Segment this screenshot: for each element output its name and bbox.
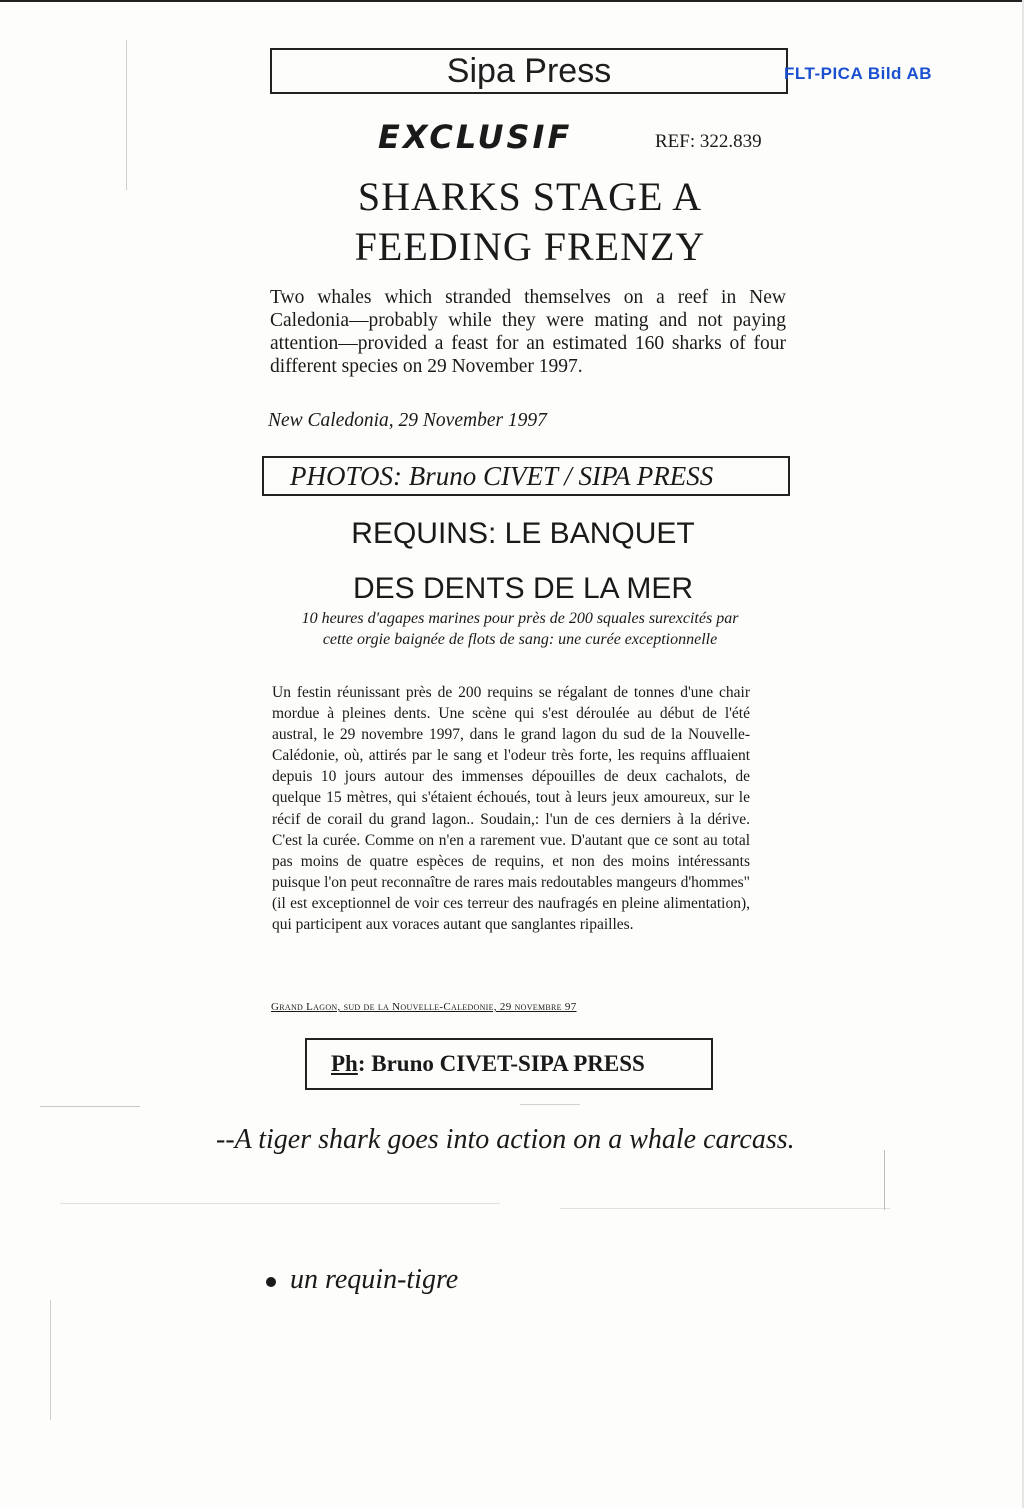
dateline: New Caledonia, 29 November 1997 bbox=[268, 410, 547, 431]
french-caption bbox=[266, 1264, 458, 1296]
french-headline-line-2: DES DENTS DE LA MER bbox=[352, 572, 694, 605]
bullet-icon bbox=[266, 1277, 276, 1287]
fold-line bbox=[520, 1104, 580, 1105]
agency-name-box bbox=[270, 48, 788, 94]
page-top-edge bbox=[0, 0, 1024, 2]
english-summary: Two whales which stranded themselves on a reef in New Caledonia—probably while they were mating and not paying attention—provided a feast for an estimated 160 sharks of four different species on 29 November 1997. bbox=[270, 287, 786, 377]
scan-mark bbox=[50, 1300, 51, 1420]
english-caption: --A tiger shark goes into action on a whale carcass. bbox=[216, 1124, 795, 1155]
french-headline-line-1: REQUINS: LE BANQUET bbox=[351, 517, 695, 550]
reference-number: REF: 322.839 bbox=[655, 131, 762, 152]
photos-credit: PHOTOS: Bruno CIVET / SIPA PRESS bbox=[290, 460, 714, 491]
photo-credit-box bbox=[305, 1038, 713, 1090]
agency-tag-stamp: FLT-PICA Bild AB bbox=[784, 64, 933, 83]
french-body-text: Un festin réunissant près de 200 requins se régalant de tonnes d'une chair mordue à pleines dents. Une scène qui s'est déroulée au début de l'été austral, le 29 novembre 1997, dans le grand lagon du sud de la Nouvelle-Calédonie, où, attirés par le sang et l'odeur très forte, les requins affluaient depuis 10 jours autour des immenses dépouilles de deux cachalots, de quelque 15 mètres, qui s'étaient échoués, tout à leurs jeux amoureux, sur le récif de corail du grand lagon.. Soudain,: l'un de ces derniers à la dérive. C'est la curée. Comme on n'en a rarement vue. D'autant que ce sont au total pas moins de quatre espèces de requins, et non des moins intéressants puisque l'on peut reconnaître de rares mais redoutables mangeurs d'hommes" (il est exceptionnel de voir ces terreur des naufragés en pleine alimentation), qui participent aux voraces autant que sanglantes ripailles. bbox=[272, 684, 750, 934]
scan-mark bbox=[884, 1150, 885, 1210]
fold-line bbox=[60, 1203, 500, 1204]
french-subheadline: 10 heures d'agapes marines pour près de 200 squales surexcités par cette orgie baignée de flots de sang: une curée exceptionnelle bbox=[301, 610, 739, 648]
credit-prefix: Ph bbox=[331, 1051, 358, 1076]
credit-text: : Bruno CIVET-SIPA PRESS bbox=[357, 1051, 645, 1076]
photos-credit-box bbox=[262, 456, 790, 496]
agency-name: Sipa Press bbox=[446, 51, 612, 90]
fold-line bbox=[40, 1106, 140, 1107]
scan-mark bbox=[126, 40, 127, 190]
french-caption-text: un requin-tigre bbox=[290, 1264, 459, 1295]
french-location-line: Grand Lagon, sud de la Nouvelle-Caledonie, 29 novembre 97 bbox=[271, 1001, 577, 1013]
english-headline: SHARKS STAGE A FEEDING FRENZY bbox=[354, 174, 706, 269]
french-headline bbox=[300, 506, 746, 616]
fold-line bbox=[560, 1208, 890, 1209]
exclusive-label: EXCLUSIF bbox=[378, 118, 573, 156]
